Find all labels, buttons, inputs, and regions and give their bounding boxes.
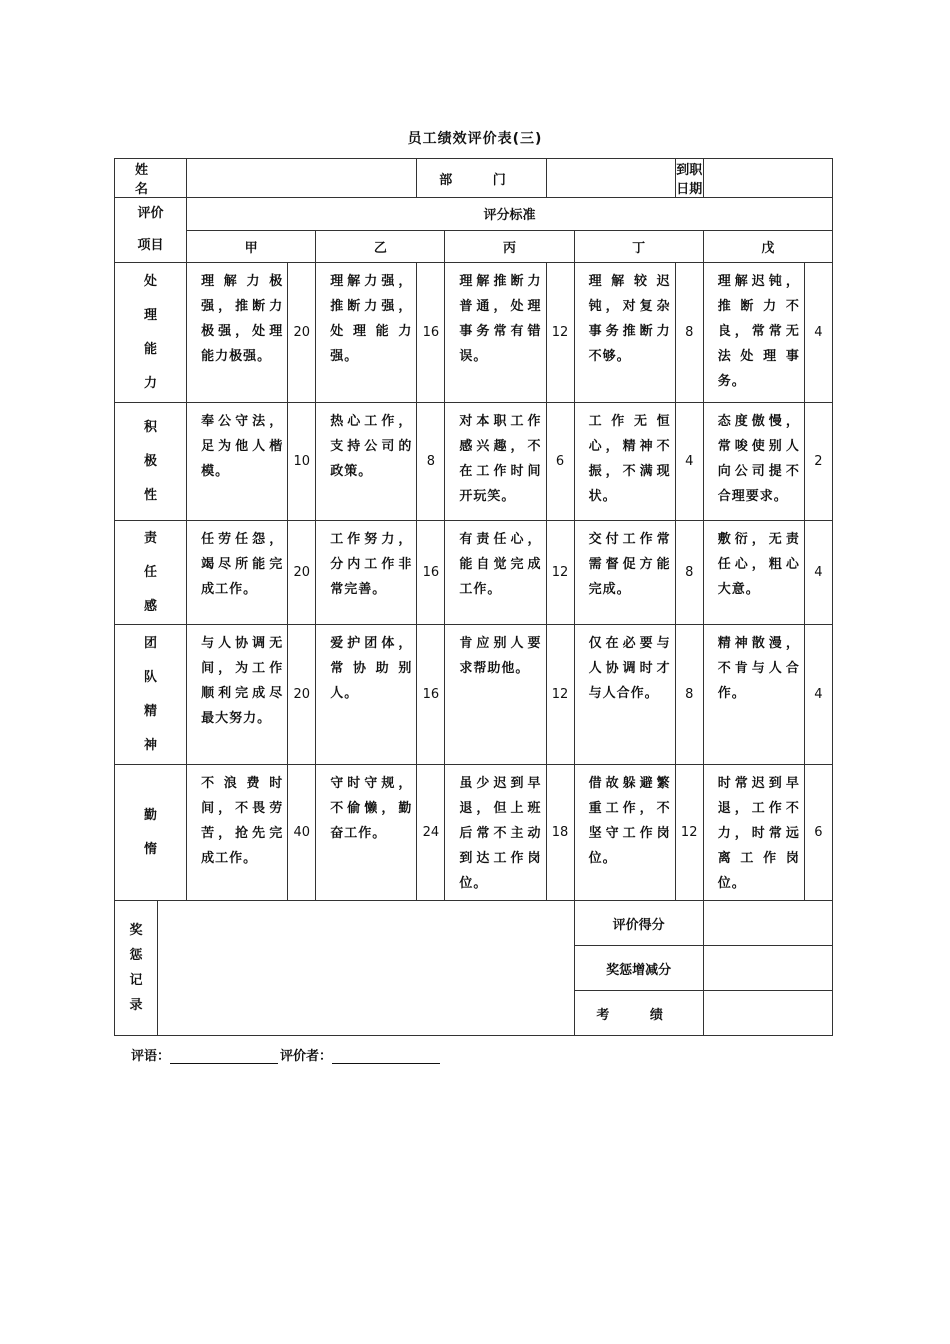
item-label (115, 625, 187, 765)
date-field[interactable] (703, 159, 832, 198)
score-cell[interactable]: 2 (804, 403, 832, 521)
date-label: 到职日期 (675, 159, 703, 198)
score-cell[interactable]: 12 (675, 765, 703, 901)
criterion-text: 有责任心，能自觉完成工作。 (445, 521, 546, 625)
eval-score-label: 评价得分 (574, 901, 703, 946)
item-char: 团 (144, 635, 158, 651)
item-label (115, 765, 187, 901)
item-char: 任 (144, 564, 158, 580)
score-cell[interactable]: 4 (804, 625, 832, 765)
grade-header-5: 戊 (703, 230, 832, 263)
score-cell[interactable]: 16 (417, 263, 445, 403)
result-field[interactable] (703, 991, 832, 1036)
criterion-text: 爱护团体，常协助别人。 (316, 625, 417, 765)
score-cell[interactable]: 8 (675, 521, 703, 625)
score-cell[interactable]: 16 (417, 625, 445, 765)
item-char: 责 (144, 530, 158, 546)
item-char: 惰 (144, 841, 158, 857)
score-cell[interactable]: 4 (804, 263, 832, 403)
criterion-text: 仅在必要与人协调时才与人合作。 (574, 625, 675, 765)
criterion-text: 时常迟到早退，工作不力，时常远离工作岗位。 (703, 765, 804, 901)
score-cell[interactable]: 10 (288, 403, 316, 521)
evaluator-label: 评价者： (280, 1049, 333, 1064)
score-cell[interactable]: 6 (804, 765, 832, 901)
criterion-text: 虽少迟到早退，但上班后常不主动到达工作岗位。 (445, 765, 546, 901)
criterion-text: 与人协调无间，为工作顺利完成尽最大努力。 (187, 625, 288, 765)
score-cell[interactable]: 18 (546, 765, 574, 901)
record-char: 惩 (129, 948, 143, 963)
item-char: 积 (144, 419, 158, 435)
criterion-text: 不浪费时间，不畏劳苦，抢先完成工作。 (187, 765, 288, 901)
score-cell[interactable]: 12 (546, 521, 574, 625)
criterion-text: 借故躲避繁重工作，不坚守工作岗位。 (574, 765, 675, 901)
criterion-text: 精神散漫，不肯与人合作。 (703, 625, 804, 765)
table-row (115, 521, 833, 625)
score-cell[interactable]: 12 (546, 263, 574, 403)
eval-score-field[interactable] (703, 901, 832, 946)
score-cell[interactable]: 4 (675, 403, 703, 521)
standard-header: 评分标准 (187, 198, 833, 231)
item-label (115, 521, 187, 625)
record-area[interactable] (158, 901, 575, 1036)
item-char: 感 (144, 598, 158, 614)
grade-header-3: 丙 (445, 230, 574, 263)
score-cell[interactable]: 20 (288, 263, 316, 403)
item-label (115, 403, 187, 521)
adjust-label: 奖惩增减分 (574, 946, 703, 991)
table-row (115, 625, 833, 765)
item-char: 处 (144, 273, 158, 289)
comment-line[interactable] (170, 1049, 278, 1064)
score-cell[interactable]: 8 (675, 263, 703, 403)
table-row (115, 765, 833, 901)
criterion-text: 理解迟钝，推断力不良，常常无法处理事务。 (703, 263, 804, 403)
criterion-text: 任劳任怨，竭尽所能完成工作。 (187, 521, 288, 625)
score-cell[interactable]: 4 (804, 521, 832, 625)
criterion-text: 工作努力，分内工作非常完善。 (316, 521, 417, 625)
record-label (115, 901, 158, 1036)
criterion-text: 理解推断力普通，处理事务常有错误。 (445, 263, 546, 403)
criterion-text: 敷衍，无责任心，粗心大意。 (703, 521, 804, 625)
record-char: 录 (129, 998, 143, 1013)
item-char: 能 (144, 341, 158, 357)
record-char: 奖 (129, 923, 143, 938)
score-cell[interactable]: 12 (546, 625, 574, 765)
item-char: 队 (144, 669, 158, 685)
dept-label: 部 门 (417, 159, 546, 198)
record-char: 记 (129, 973, 143, 988)
table-row (115, 403, 833, 521)
criterion-text: 对本职工作感兴趣，不在工作时间开玩笑。 (445, 403, 546, 521)
item-header (115, 198, 187, 263)
grade-header-2: 乙 (316, 230, 445, 263)
score-cell[interactable]: 40 (288, 765, 316, 901)
score-cell[interactable]: 16 (417, 521, 445, 625)
criterion-text: 肯应别人要求帮助他。 (445, 625, 546, 765)
footer (131, 1045, 442, 1064)
criterion-text: 热心工作，支持公司的政策。 (316, 403, 417, 521)
item-char: 理 (144, 307, 158, 323)
item-char: 极 (144, 453, 158, 469)
result-label: 考 绩 (574, 991, 703, 1036)
score-cell[interactable]: 6 (546, 403, 574, 521)
criterion-text: 理解力极强，推断力极强，处理能力极强。 (187, 263, 288, 403)
evaluation-table (114, 158, 833, 1036)
item-char: 精 (144, 703, 158, 719)
dept-field[interactable] (546, 159, 675, 198)
item-char: 勤 (144, 807, 158, 823)
score-cell[interactable]: 8 (417, 403, 445, 521)
item-label (115, 263, 187, 403)
criterion-text: 态度傲慢，常唆使别人向公司提不合理要求。 (703, 403, 804, 521)
name-field[interactable] (187, 159, 417, 198)
criterion-text: 理解较迟钝，对复杂事务推断力不够。 (574, 263, 675, 403)
grade-header-4: 丁 (574, 230, 703, 263)
item-char: 力 (144, 375, 158, 391)
score-cell[interactable]: 20 (288, 521, 316, 625)
adjust-field[interactable] (703, 946, 832, 991)
item-char: 神 (144, 737, 158, 753)
score-cell[interactable]: 8 (675, 625, 703, 765)
item-header-bottom: 项目 (137, 238, 164, 253)
score-cell[interactable]: 24 (417, 765, 445, 901)
score-cell[interactable]: 20 (288, 625, 316, 765)
criterion-text: 工作无恒心，精神不振，不满现状。 (574, 403, 675, 521)
criterion-text: 守时守规，不偷懒，勤奋工作。 (316, 765, 417, 901)
comment-label: 评语： (131, 1049, 171, 1064)
item-header-top: 评价 (137, 206, 164, 221)
table-row (115, 263, 833, 403)
grade-header-1: 甲 (187, 230, 316, 263)
item-char: 性 (144, 487, 158, 503)
page-title: 员工绩效评价表(三) (407, 131, 543, 147)
criterion-text: 理解力强，推断力强，处理能力强。 (316, 263, 417, 403)
criterion-text: 交付工作常需督促方能完成。 (574, 521, 675, 625)
criterion-text: 奉公守法，足为他人楷模。 (187, 403, 288, 521)
evaluator-line[interactable] (332, 1049, 440, 1064)
name-label: 姓 名 (115, 159, 187, 198)
